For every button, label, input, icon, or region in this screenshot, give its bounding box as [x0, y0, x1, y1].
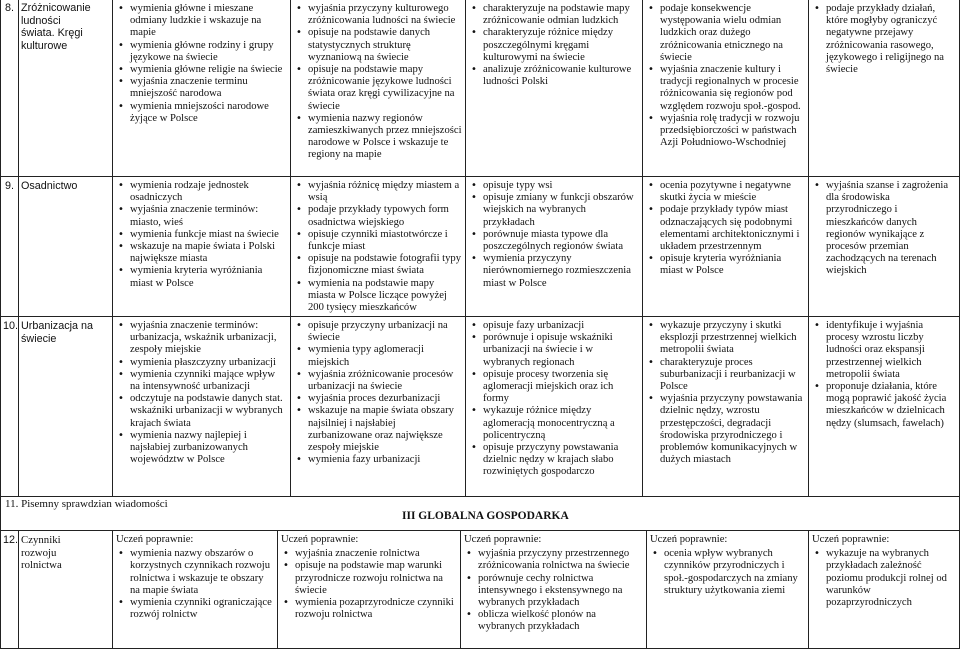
- table-border-left: [0, 0, 1, 649]
- list-item: • proponuje działania, które mogą poprawić jakość życia mieszkańców w dzielnicach nędzy (slumsach, fawelach): [812, 381, 956, 430]
- list-item: • wyjaśnia znaczenie rolnictwa: [281, 548, 457, 560]
- requirements-cell: [642, 317, 808, 496]
- requirements-cell: [465, 177, 642, 316]
- requirements-cell: [290, 177, 465, 316]
- list-item: • wyjaśnia znaczenie kultury i tradycji regionalnych w procesie różnicowania się regionów pod względem rozwoju społ.-gospod.: [646, 64, 805, 113]
- list-item: • opisuje przyczyny powstawania dzielnic nędzy w krajach słabo rozwiniętych gospodarczo: [469, 442, 639, 479]
- cell-label: Uczeń poprawnie:: [281, 534, 359, 545]
- list-item: • wymienia mniejszości narodowe żyjące w Polsce: [116, 101, 287, 125]
- row-number: 10.: [3, 320, 19, 332]
- requirements-cell: [642, 177, 808, 316]
- list-item: • wymienia nazwy obszarów o korzystnych czynnikach rozwoju rolnictwa i wskazuje te obszary na mapie świata: [116, 548, 274, 597]
- list-item: • wskazuje na mapie świata i Polski największe miasta: [116, 241, 287, 265]
- requirements-cell: [112, 177, 290, 316]
- list-item: • podaje przykłady typowych form osadnictwa wiejskiego: [294, 204, 462, 228]
- cell-label: Uczeń poprawnie:: [464, 534, 542, 545]
- requirements-cell: [465, 317, 642, 496]
- requirements-cell: [112, 531, 277, 648]
- list-item: • wymienia czynniki mające wpływ na intensywność urbanizacji: [116, 369, 287, 393]
- list-item: • odczytuje na podstawie danych stat. wskaźniki urbanizacji w wybranych krajach świata: [116, 393, 287, 430]
- list-item: • wskazuje na mapie świata obszary najsilniej i najsłabiej zurbanizowane oraz największe zespoły miejskie: [294, 405, 462, 454]
- list-item: • opisuje zmiany w funkcji obszarów wiejskich na wybranych przykładach: [469, 192, 639, 229]
- list-item: • wymienia przyczyny nierównomiernego rozmieszczenia miast w Polsce: [469, 253, 639, 290]
- list-item: • wyjaśnia przyczyny powstawania dzielnic nędzy, wzrostu przestępczości, degradacji środowiska przyrodniczego i problemów komunikacyjnych w dużych miastach: [646, 393, 805, 466]
- list-item: • opisuje kryteria wyróżniania miast w Polsce: [646, 253, 805, 277]
- list-item: • podaje przykłady typów miast odznaczających się podobnymi elementami architektonicznymi i układem przestrzennym: [646, 204, 805, 253]
- requirements-cell: [290, 0, 465, 176]
- list-item: • wymienia nazwy regionów zamieszkiwanych przez mniejszości narodowe w Polsce i wskazuje te regiony na mapie: [294, 113, 462, 162]
- list-item: • wymienia płaszczyzny urbanizacji: [116, 357, 287, 369]
- requirements-cell: [808, 531, 959, 648]
- list-item: • analizuje zróżnicowanie kulturowe ludności Polski: [469, 64, 639, 88]
- row-number: 8.: [5, 2, 15, 14]
- requirements-cell: [460, 531, 646, 648]
- list-item: • opisuje procesy tworzenia się aglomeracji miejskich oraz ich formy: [469, 369, 639, 406]
- list-item: • porównuje miasta typowe dla poszczególnych regionów świata: [469, 229, 639, 253]
- list-item: • wyjaśnia zróżnicowanie procesów urbanizacji na świecie: [294, 369, 462, 393]
- requirements-cell: [465, 0, 642, 176]
- list-item: • opisuje typy wsi: [469, 180, 639, 192]
- list-item: • identyfikuje i wyjaśnia procesy wzrostu liczby ludności oraz ekspansji przestrzennej wielkich metropolii świata: [812, 320, 956, 381]
- list-item: • opisuje na podstawie fotografii typy fizjonomiczne miast świata: [294, 253, 462, 277]
- list-item: • charakteryzuje proces suburbanizacji i reurbanizacji w Polsce: [646, 357, 805, 394]
- cell-label: Uczeń poprawnie:: [812, 534, 890, 545]
- requirements-cell: [646, 531, 808, 648]
- list-item: • podaje przykłady działań, które mogłyby ograniczyć negatywne przejawy zróżnicowania rasowego, językowego i religijnego na świecie: [812, 3, 956, 76]
- row-number: 12.: [3, 534, 19, 546]
- list-item: • ocenia wpływ wybranych czynników przyrodniczych i społ.-gospodarczych na zmiany struktury użytkowania ziemi: [650, 548, 805, 597]
- list-item: • wymienia czynniki ograniczające rozwój rolnictw: [116, 597, 274, 621]
- row-topic: Zróżnicowanie ludności świata. Kręgi kulturowe: [21, 2, 91, 52]
- requirements-cell: [112, 0, 290, 176]
- list-item: • wyjaśnia rolę tradycji w rozwoju przedsiębiorczości w państwach Azji Południowo-Wschodniej: [646, 113, 805, 150]
- list-item: • wymienia pozaprzyrodnicze czynniki rozwoju rolnictwa: [281, 597, 457, 621]
- list-item: • opisuje na podstawie danych statystycznych strukturę wyznaniową na świecie: [294, 27, 462, 64]
- requirements-cell: [112, 317, 290, 496]
- list-item: • wymienia funkcje miast na świecie: [116, 229, 287, 241]
- requirements-cell: [277, 531, 460, 648]
- cell-label: Uczeń poprawnie:: [116, 534, 194, 545]
- list-item: • wymienia główne rodziny i grupy językowe na świecie: [116, 40, 287, 64]
- list-item: • charakteryzuje na podstawie mapy zróżnicowanie odmian ludzkich: [469, 3, 639, 27]
- row-topic: Osadnictwo: [21, 180, 78, 192]
- list-item: • wymienia główne i mieszane odmiany ludzkie i wskazuje na mapie: [116, 3, 287, 40]
- column-divider: [18, 0, 19, 496]
- requirements-cell: [808, 0, 959, 176]
- section-heading: III GLOBALNA GOSPODARKA: [402, 510, 569, 522]
- list-item: • porównuje i opisuje wskaźniki urbanizacji na świecie i w wybranych regionach: [469, 332, 639, 369]
- list-item: • wyjaśnia proces dezurbanizacji: [294, 393, 462, 405]
- list-item: • ocenia pozytywne i negatywne skutki życia w mieście: [646, 180, 805, 204]
- list-item: • podaje konsekwencje występowania wielu odmian ludzkich oraz dużego zróżnicowania etnicznego na świecie: [646, 3, 805, 64]
- test-row: 11. Pisemny sprawdzian wiadomości: [5, 498, 168, 510]
- list-item: • wymienia rodzaje jednostek osadniczych: [116, 180, 287, 204]
- list-item: • wyjaśnia znaczenie terminów: urbanizacja, wskaźnik urbanizacji, zespoły miejskie: [116, 320, 287, 357]
- list-item: • opisuje przyczyny urbanizacji na świecie: [294, 320, 462, 344]
- list-item: • wymienia na podstawie mapy miasta w Polsce liczące powyżej 200 tysięcy mieszkańców: [294, 278, 462, 315]
- list-item: • porównuje cechy rolnictwa intensywnego i ekstensywnego na wybranych przykładach: [464, 573, 643, 610]
- list-item: • wyjaśnia różnicę między miastem a wsią: [294, 180, 462, 204]
- list-item: • wykazuje przyczyny i skutki eksplozji przestrzennej wielkich metropolii świata: [646, 320, 805, 357]
- requirements-cell: [642, 0, 808, 176]
- list-item: • wymienia główne religie na świecie: [116, 64, 287, 76]
- row-topic: Czynniki rozwoju rolnictwa: [21, 534, 62, 571]
- row-number: 9.: [5, 180, 15, 192]
- list-item: • wymienia fazy urbanizacji: [294, 454, 462, 466]
- requirements-cell: [808, 317, 959, 496]
- list-item: • wyjaśnia znaczenie terminów: miasto, wieś: [116, 204, 287, 228]
- list-item: • wyjaśnia szanse i zagrożenia dla środowiska przyrodniczego i mieszkańców danych regionów wynikające z procesów przemian zachodzących na terenach wiejskich: [812, 180, 956, 278]
- list-item: • wyjaśnia przyczyny kulturowego zróżnicowania ludności na świecie: [294, 3, 462, 27]
- list-item: • wykazuje na wybranych przykładach zależność poziomu produkcji rolnej od warunków pozaprzyrodniczych: [812, 548, 956, 609]
- list-item: • wymienia typy aglomeracji miejskich: [294, 344, 462, 368]
- list-item: • opisuje fazy urbanizacji: [469, 320, 639, 332]
- list-item: • wymienia kryteria wyróżniania miast w Polsce: [116, 265, 287, 289]
- list-item: • opisuje na podstawie map warunki przyrodnicze rozwoju rolnictwa na świecie: [281, 560, 457, 597]
- list-item: • opisuje na podstawie mapy zróżnicowanie językowe ludności świata oraz kręgi cywilizacyjne na świecie: [294, 64, 462, 113]
- requirements-cell: [290, 317, 465, 496]
- cell-label: Uczeń poprawnie:: [650, 534, 728, 545]
- list-item: • wykazuje różnice między aglomeracją monocentryczną a policentryczną: [469, 405, 639, 442]
- list-item: • oblicza wielkość plonów na wybranych przykładach: [464, 609, 643, 633]
- row-topic: Urbanizacja na świecie: [21, 320, 94, 345]
- list-item: • opisuje czynniki miastotwórcze i funkcje miast: [294, 229, 462, 253]
- column-divider: [18, 530, 19, 649]
- row-divider: [0, 496, 960, 497]
- requirements-cell: [808, 177, 959, 316]
- list-item: • wyjaśnia przyczyny przestrzennego zróżnicowania rolnictwa na świecie: [464, 548, 643, 572]
- list-item: • wyjaśnia znaczenie terminu mniejszość narodowa: [116, 76, 287, 100]
- list-item: • wymienia nazwy najlepiej i najsłabiej zurbanizowanych województw w Polsce: [116, 430, 287, 467]
- list-item: • charakteryzuje różnice między poszczególnymi kręgami kulturowymi na świecie: [469, 27, 639, 64]
